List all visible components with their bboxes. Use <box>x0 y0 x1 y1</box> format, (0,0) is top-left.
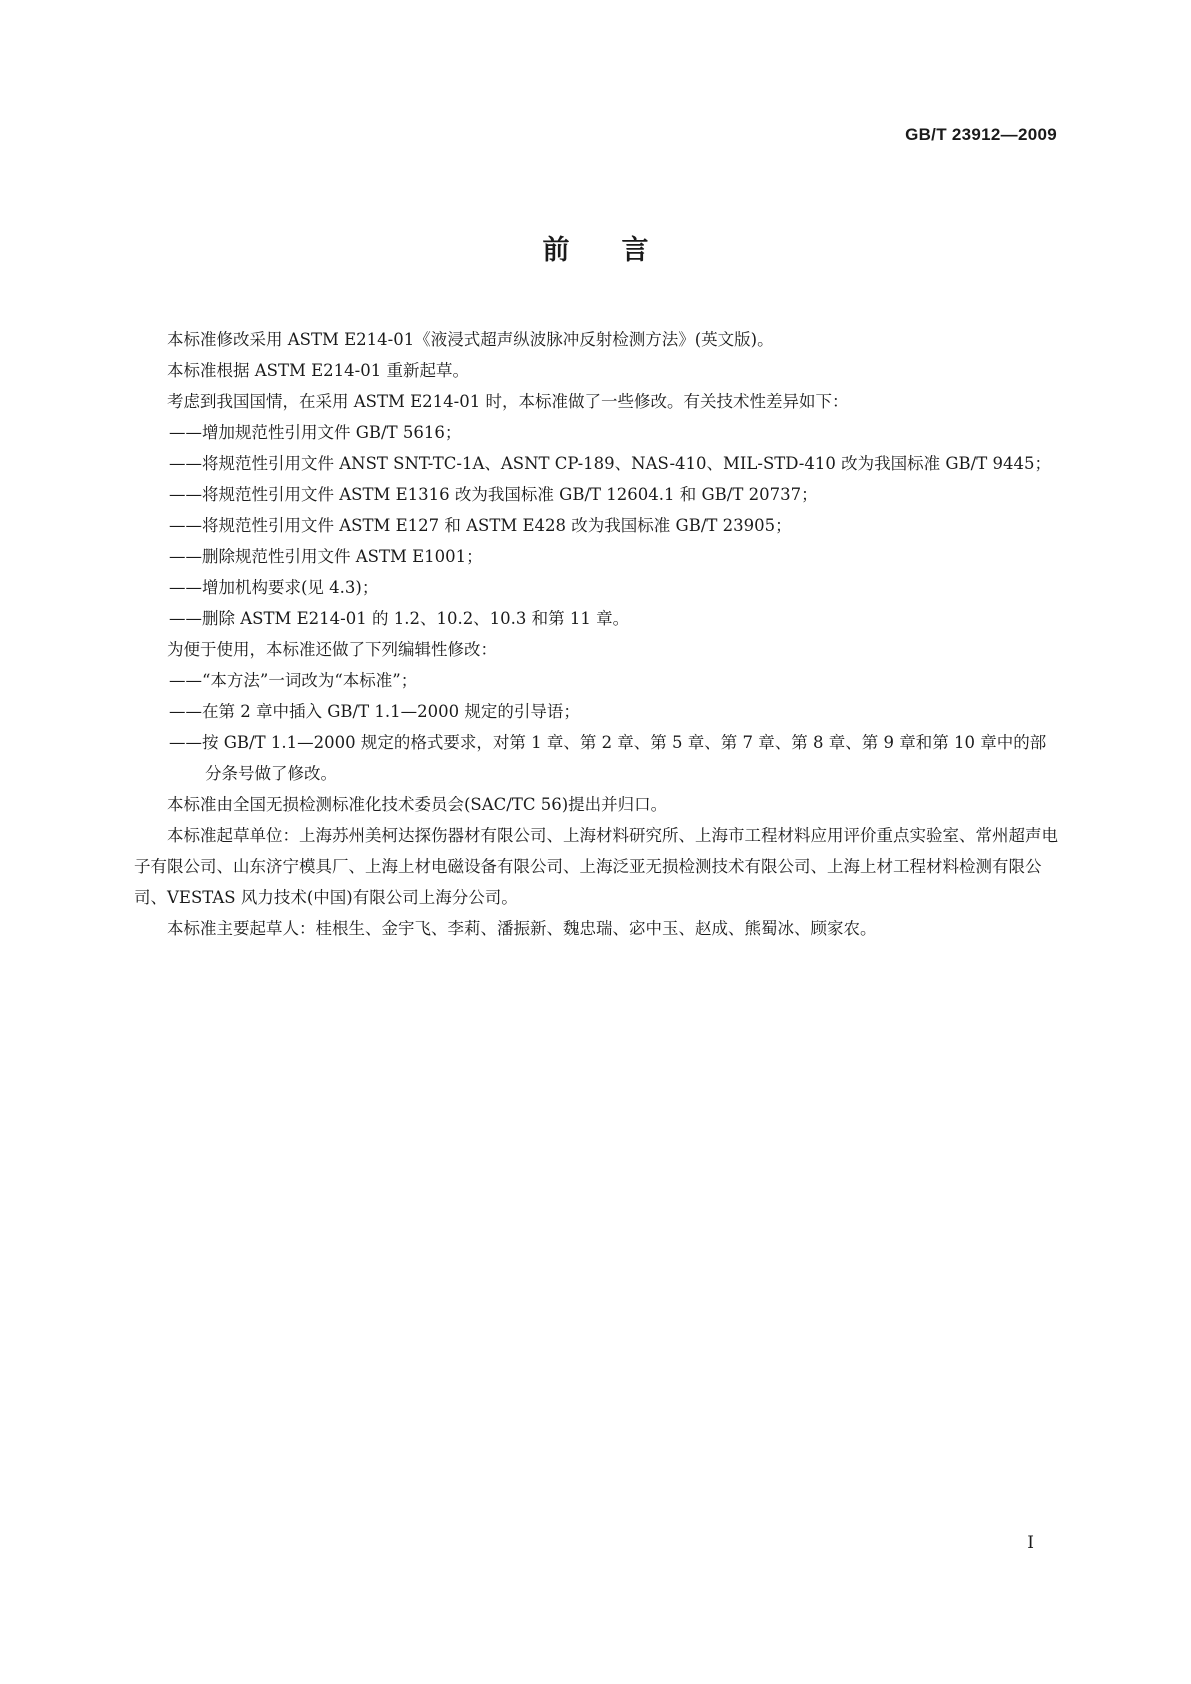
page-title: 前言 <box>542 235 701 266</box>
list-item-technical: ——将规范性引用文件 ASTM E1316 改为我国标准 GB/T 12604.1 和 GB/T 20737； <box>169 485 818 504</box>
list-item-editorial: ——“本方法”一词改为“本标准”； <box>169 671 418 690</box>
document-body <box>134 324 1058 944</box>
list-item-technical: ——将规范性引用文件 ASTM E127 和 ASTM E428 改为我国标准 GB/T 23905； <box>169 516 792 535</box>
list-item-editorial: ——在第 2 章中插入 GB/T 1.1—2000 规定的引导语； <box>169 702 580 721</box>
paragraph-adoption: 本标准修改采用 ASTM E214-01《液浸式超声纵波脉冲反射检测方法》(英文版)。 <box>167 330 774 349</box>
list-item-technical: ——增加规范性引用文件 GB/T 5616； <box>169 423 462 442</box>
paragraph-editorial-changes-intro: 为便于使用，本标准还做了下列编辑性修改： <box>167 640 497 659</box>
paragraph-technical-differences-intro: 考虑到我国国情，在采用 ASTM E214-01 时，本标准做了一些修改。有关技术性差异如下： <box>167 392 849 411</box>
paragraph-drafting-basis: 本标准根据 ASTM E214-01 重新起草。 <box>167 361 469 380</box>
list-item-editorial: ——按 GB/T 1.1—2000 规定的格式要求，对第 1 章、第 2 章、第 5 章、第 7 章、第 8 章、第 9 章和第 10 章中的部分条号做了修改。 <box>169 733 1047 783</box>
paragraph-drafting-units: 本标准起草单位：上海苏州美柯达探伤器材有限公司、上海材料研究所、上海市工程材料应用评价重点实验室、常州超声电子有限公司、山东济宁模具厂、上海上材电磁设备有限公司、上海泛亚无损检测技术有限公司、上海上材工程材料检测有限公司、VESTAS 风力技术(中国)有限公司上海分公司。 <box>134 826 1058 907</box>
paragraph-drafters: 本标准主要起草人：桂根生、金宇飞、李莉、潘振新、魏忠瑞、宓中玉、赵成、熊蜀冰、顾家农。 <box>167 919 877 938</box>
list-item-technical: ——删除 ASTM E214-01 的 1.2、10.2、10.3 和第 11 章。 <box>169 609 630 628</box>
list-item-technical: ——增加机构要求(见 4.3)； <box>169 578 379 597</box>
list-item-technical: ——删除规范性引用文件 ASTM E1001； <box>169 547 483 566</box>
page-number: I <box>1027 1533 1034 1553</box>
paragraph-proposer: 本标准由全国无损检测标准化技术委员会(SAC/TC 56)提出并归口。 <box>167 795 668 814</box>
standard-code: GB/T 23912—2009 <box>905 125 1057 144</box>
list-item-technical: ——将规范性引用文件 ANST SNT-TC-1A、ASNT CP-189、NAS-410、MIL-STD-410 改为我国标准 GB/T 9445； <box>169 454 1051 473</box>
